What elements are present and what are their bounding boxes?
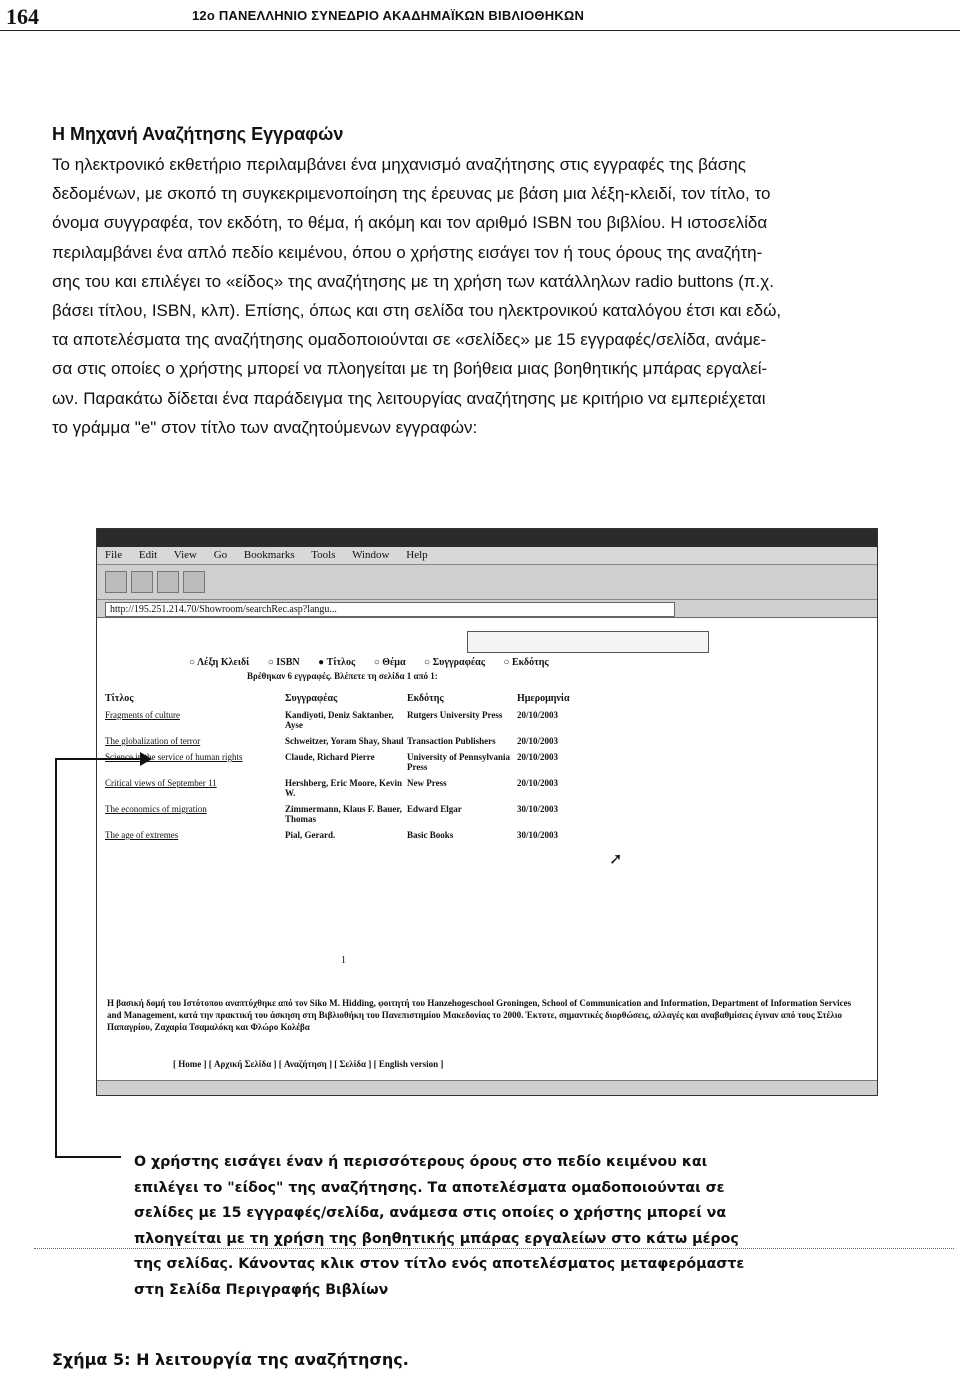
paragraph-line: Το ηλεκτρονικό εκθετήριο περιλαμβάνει ένα μηχανισμό αναζήτησης στις εγγραφές της βάσης <box>52 155 746 174</box>
record-title-link[interactable]: The economics of migration <box>105 804 207 814</box>
navigation-links[interactable]: [ Home ] [ Αρχική Σελίδα ] [ Αναζήτηση ] [ Σελίδα ] [ English version ] <box>173 1059 444 1069</box>
radio-isbn[interactable]: ○ ISBN <box>267 657 300 668</box>
column-header: Τίτλος <box>105 693 134 704</box>
pointer-arrowhead-icon <box>140 752 152 766</box>
address-bar <box>97 600 877 618</box>
paragraph-line: όνομα συγγραφέα, τον εκδότη, το θέμα, ή ακόμη και τον αριθμό ISBN του βιβλίου. Η ιστοσελίδα <box>52 213 768 233</box>
forward-button[interactable] <box>131 571 153 593</box>
results-count: Βρέθηκαν 6 εγγραφές. Βλέπετε τη σελίδα 1 από 1: <box>247 671 438 681</box>
record-author: Pial, Gerard. <box>285 830 336 840</box>
reload-button[interactable] <box>157 571 179 593</box>
site-credits: Η βασική δομή του Ιστότοπου αναπτύχθηκε από τον Siko M. Hidding, φοιτητή του Hanzehogeschool Groningen, School of Communication and Information, Department of Information Services and Management, κατά την πρακτική του άσκηση στη Βιβλιοθήκη του Πανεπιστημίου Μακεδονίας το 2000. Έκτοτε, σημαντικές διορθώσεις, αλλαγές και αναβαθμίσεις έγιναν από τους Στέλιο Παπαγρίου, Ζαχαρία Τσαμαλόκη και Φλώρο Κολέβα <box>107 998 852 1032</box>
record-publisher: Transaction Publishers <box>407 736 496 746</box>
pointer-line <box>55 758 143 760</box>
page-content <box>97 619 877 1095</box>
record-author: Schweitzer, Yoram Shay, Shaul <box>285 736 404 746</box>
paragraph-line: σης του και επιλέγει το «είδος» της αναζήτησης με τη χρήση των κατάλληλων radio buttons (π.χ. <box>52 271 774 291</box>
nav-toolbar <box>97 565 877 600</box>
annotation-line: σελίδες με 15 εγγραφές/σελίδα, ανάμεσα στις οποίες ο χρήστης μπορεί να <box>134 1205 727 1221</box>
column-header: Ημερομηνία <box>517 693 570 704</box>
table-row <box>105 778 575 804</box>
window-titlebar <box>97 529 877 547</box>
menu-bar <box>97 547 877 565</box>
annotation-line: επιλέγει το "είδος" της αναζήτησης. Τα αποτελέσματα ομαδοποιούνται σε <box>134 1179 725 1196</box>
record-title-link[interactable]: The globalization of terror <box>105 736 201 746</box>
paragraph-line: το γράμμα "e" στον τίτλο των αναζητούμενων εγγραφών: <box>52 417 478 437</box>
browser-screenshot <box>96 528 878 1096</box>
running-header: 12ο ΠΑΝΕΛΛΗΝΙΟ ΣΥΝΕΔΡΙΟ ΑΚΑΔΗΜΑΪΚΩΝ ΒΙΒΛΙΟΘΗΚΩΝ <box>192 8 585 23</box>
back-button[interactable] <box>105 571 127 593</box>
pointer-line <box>55 760 57 1158</box>
paragraph-line: περιλαμβάνει ένα απλό πεδίο κειμένου, όπου ο χρήστης εισάγει τον ή τους όρους της αναζήτη- <box>52 242 763 262</box>
radio-keyword[interactable]: ○ Λέξη Κλειδί <box>189 657 250 668</box>
section-heading: Η Μηχανή Αναζήτησης Εγγραφών <box>52 124 344 144</box>
table-row <box>105 710 575 736</box>
status-bar <box>97 1080 877 1095</box>
annotation-line: πλοηγείται με τη χρήση της βοηθητικής μπάρας εργαλείων στο κάτω μέρος <box>134 1230 739 1247</box>
table-row <box>105 736 575 752</box>
menu-edit[interactable]: Edit <box>138 549 158 561</box>
annotation-line: της σελίδας. Κάνοντας κλικ στον τίτλο ενός αποτελέσματος μεταφερόμαστε <box>134 1256 745 1272</box>
divider <box>34 1248 954 1249</box>
body-paragraph <box>52 150 956 442</box>
table-header-row <box>105 691 575 710</box>
menu-view[interactable]: View <box>173 549 197 561</box>
column-header: Συγγραφέας <box>285 693 338 704</box>
radio-author[interactable]: ○ Συγγραφέας <box>424 657 485 668</box>
menu-go[interactable]: Go <box>213 549 228 561</box>
results-table <box>105 691 575 846</box>
record-title-link[interactable]: Fragments of culture <box>105 710 180 720</box>
menu-tools[interactable]: Tools <box>311 549 336 561</box>
search-input[interactable] <box>467 631 709 653</box>
paragraph-line: δεδομένων, με σκοπό τη συγκεκριμενοποίηση της έρευνας με βάση μια λέξη-κλειδί, τον τίτλο, το <box>52 184 771 204</box>
column-header: Εκδότης <box>407 693 444 704</box>
table-row <box>105 830 575 846</box>
record-publisher: New Press <box>407 778 447 788</box>
radio-subject[interactable]: ○ Θέμα <box>373 657 406 668</box>
table-row <box>105 804 575 830</box>
record-title-link[interactable]: The age of extremes <box>105 830 179 840</box>
mouse-cursor-icon: ➚ <box>609 851 623 868</box>
paragraph-line: σα στις οποίες ο χρήστης μπορεί να πλοηγείται με τη βοήθεια μιας βοηθητικής μπάρας εργαλεί- <box>52 359 768 379</box>
radio-title[interactable]: ● Τίτλος <box>318 657 356 668</box>
header-rule <box>0 30 960 31</box>
annotation-line: Ο χρήστης εισάγει έναν ή περισσότερους όρους στο πεδίο κειμένου και <box>134 1154 708 1170</box>
record-title-link[interactable]: Critical views of September 11 <box>105 778 217 788</box>
record-publisher: Rutgers University Press <box>407 710 503 720</box>
record-date: 20/10/2003 <box>517 710 559 720</box>
record-date: 20/10/2003 <box>517 736 559 746</box>
record-publisher: Basic Books <box>407 830 454 840</box>
page-number: 164 <box>6 4 39 29</box>
pointer-line <box>55 1156 121 1158</box>
record-publisher: Edward Elgar <box>407 804 462 814</box>
paragraph-line: βάσει τίτλου, ISBN, κλπ). Επίσης, όπως και στη σελίδα του ηλεκτρονικού καταλόγου έτσι και εδώ, <box>52 301 782 321</box>
record-author: Kandiyoti, Deniz Saktanber, Ayse <box>285 710 394 730</box>
record-date: 20/10/2003 <box>517 752 559 762</box>
menu-help[interactable]: Help <box>406 549 428 561</box>
search-type-radios <box>189 657 565 668</box>
figure-annotation <box>134 1150 854 1303</box>
url-field[interactable]: http://195.251.214.70/Showroom/searchRec.asp?langu... <box>105 602 675 617</box>
record-date: 20/10/2003 <box>517 778 559 788</box>
record-date: 30/10/2003 <box>517 830 559 840</box>
figure-caption: Σχήμα 5: Η λειτουργία της αναζήτησης. <box>52 1350 409 1369</box>
menu-bookmarks[interactable]: Bookmarks <box>243 549 295 561</box>
annotation-line: στη Σελίδα Περιγραφής Βιβλίων <box>134 1281 389 1298</box>
radio-publisher[interactable]: ○ Εκδότης <box>503 657 549 668</box>
page-indicator-link[interactable]: 1 <box>341 955 346 966</box>
record-author: Claude, Richard Pierre <box>285 752 375 762</box>
record-date: 30/10/2003 <box>517 804 559 814</box>
table-row <box>105 752 575 778</box>
menu-file[interactable]: File <box>105 549 123 561</box>
record-author: Zimmermann, Klaus F. Bauer, Thomas <box>285 804 402 824</box>
record-author: Hershberg, Eric Moore, Kevin W. <box>285 778 403 798</box>
menu-window[interactable]: Window <box>352 549 390 561</box>
record-title-link[interactable]: Science in the service of human rights <box>105 752 243 762</box>
stop-button[interactable] <box>183 571 205 593</box>
record-publisher: University of Pennsylvania Press <box>407 752 511 772</box>
paragraph-line: ων. Παρακάτω δίδεται ένα παράδειγμα της λειτουργίας αναζήτησης με κριτήριο να εμπεριέχεται <box>52 388 766 408</box>
paragraph-line: τα αποτελέσματα της αναζήτησης ομαδοποιούνται σε «σελίδες» με 15 εγγραφές/σελίδα, ανάμε- <box>52 330 767 350</box>
